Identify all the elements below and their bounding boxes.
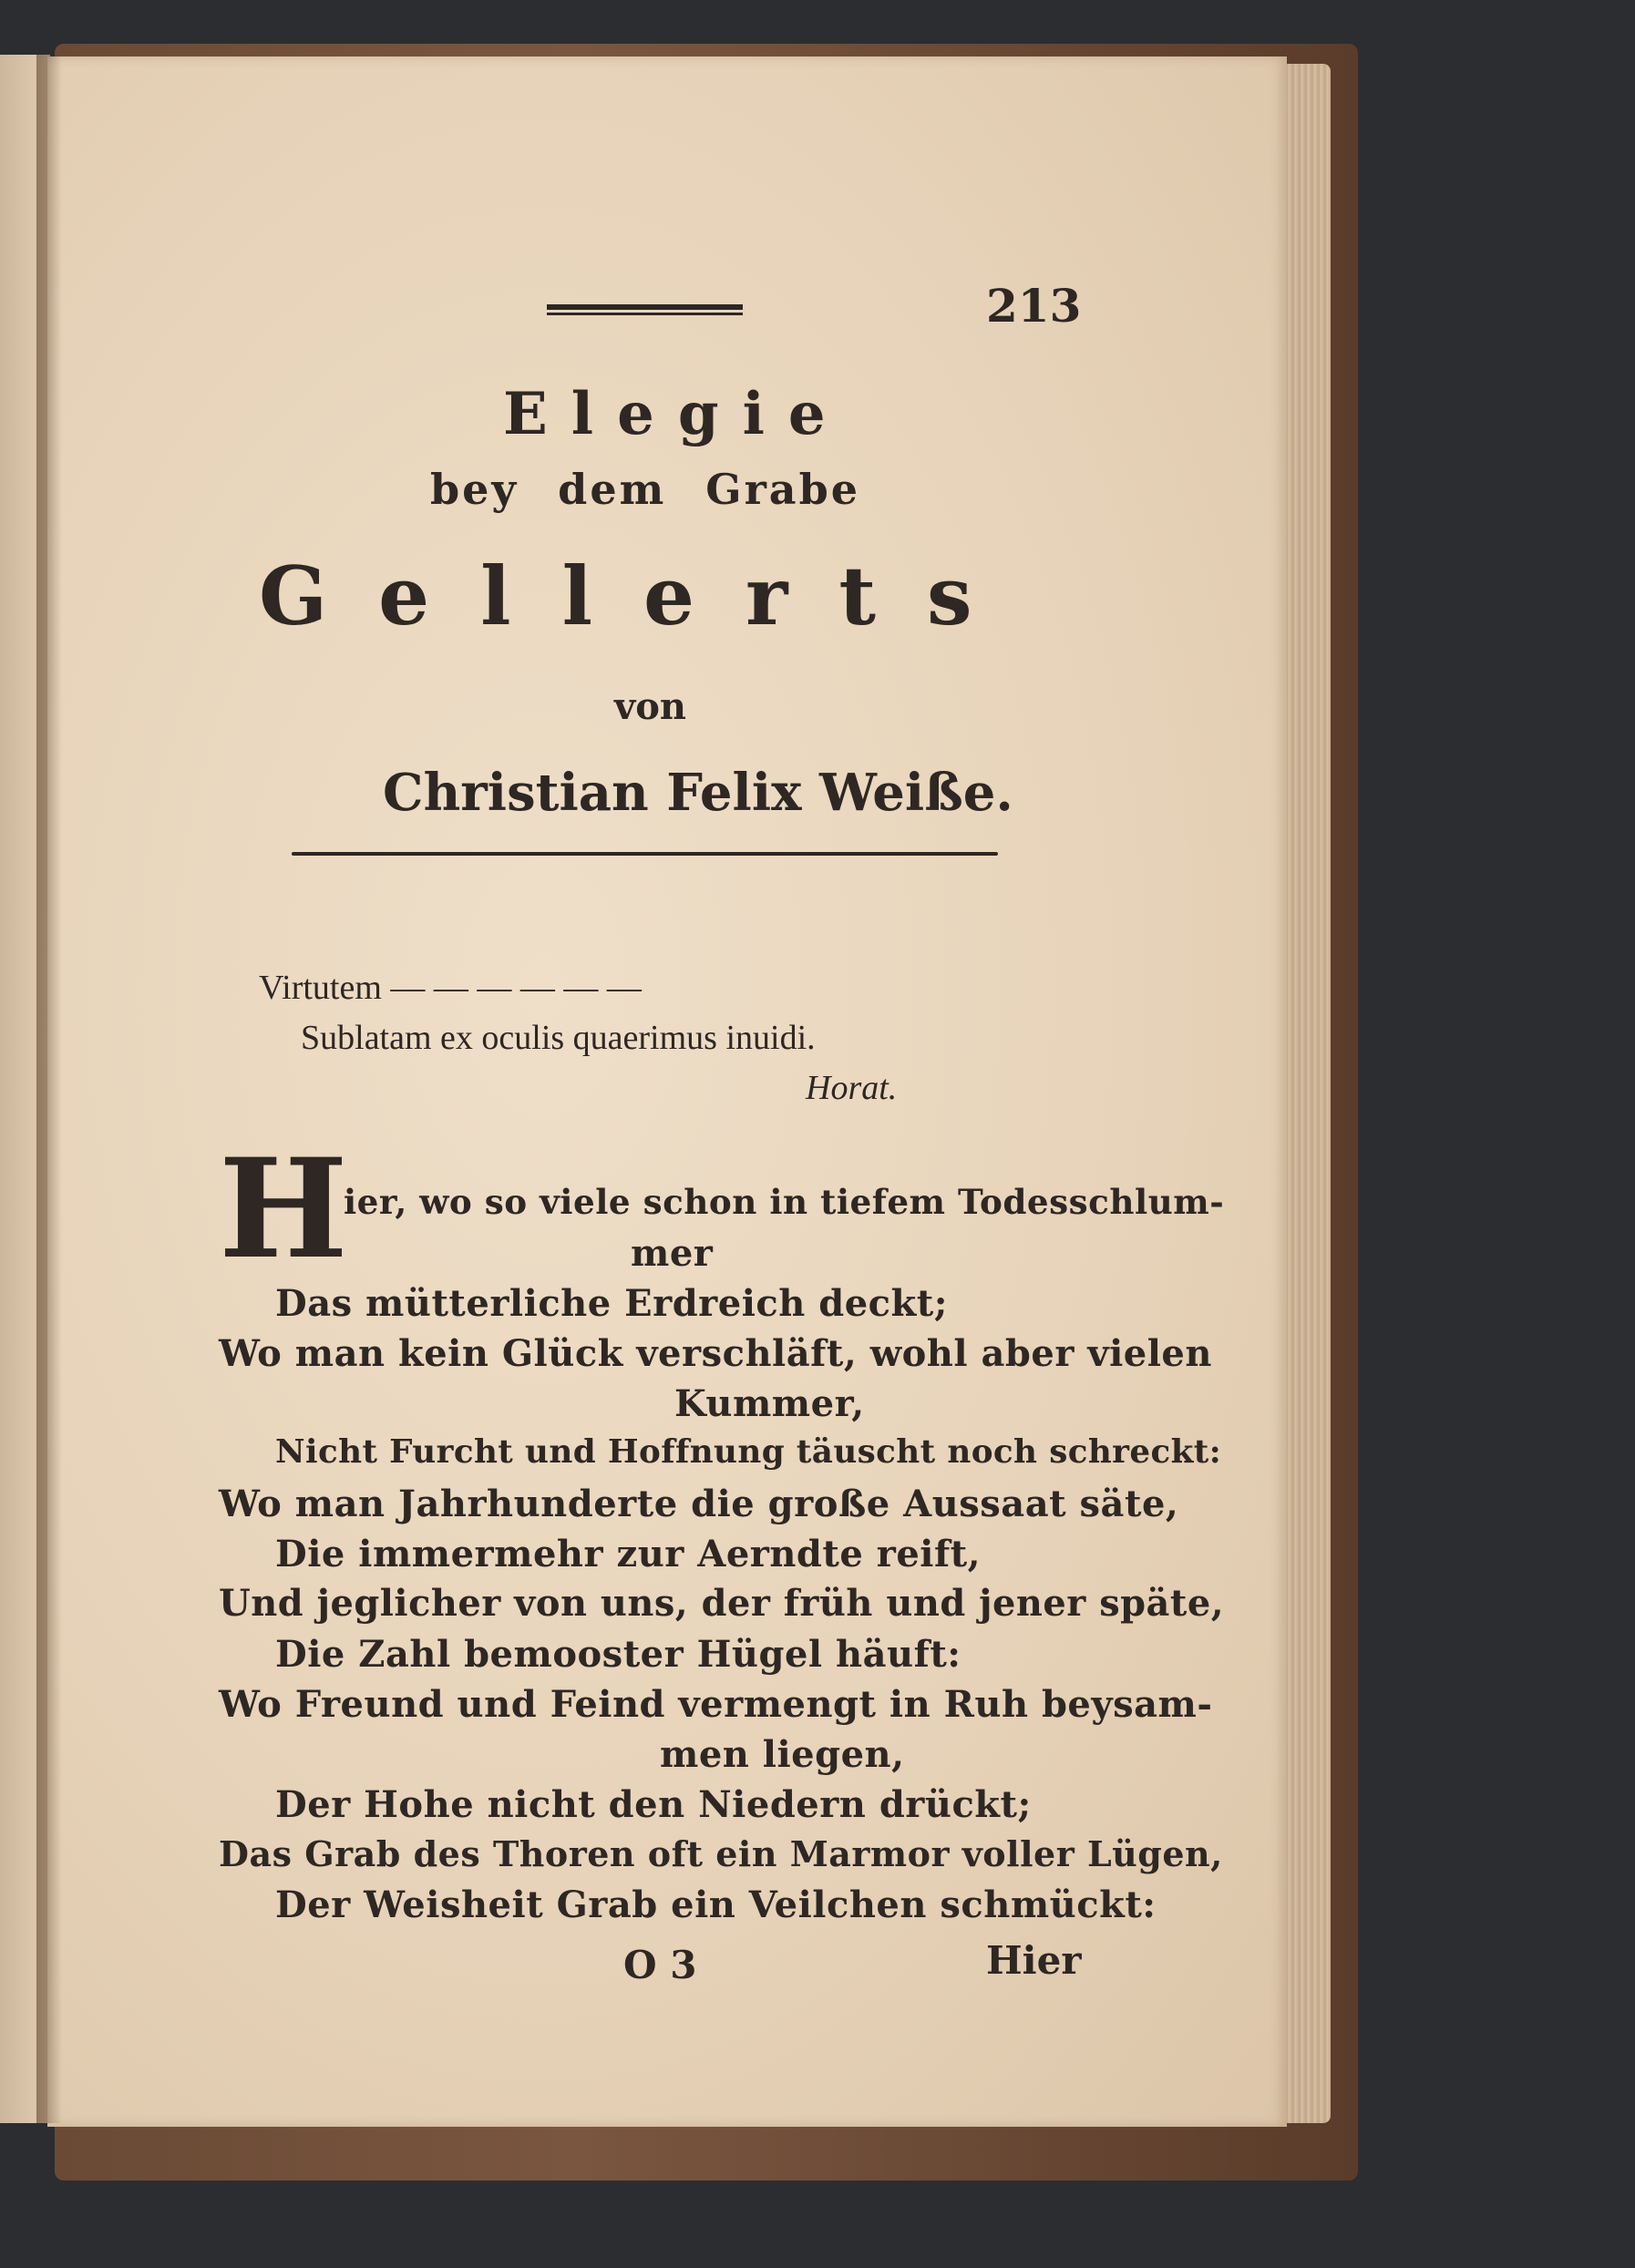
verse-line: Wo Freund und Feind vermengt in Ruh beysam- bbox=[219, 1683, 1213, 1726]
title-author: Christian Felix Weiße. bbox=[383, 763, 1013, 823]
title-elegie: Elegie bbox=[503, 380, 849, 448]
verse-line: Kummer, bbox=[674, 1382, 865, 1425]
verse-line: Die immermehr zur Aerndte reift, bbox=[275, 1533, 982, 1575]
motto-line-2: Sublatam ex oculis quaerimus inuidi. bbox=[301, 1019, 816, 1057]
verse-line: ier, wo so viele schon in tiefem Todesschlum- bbox=[344, 1182, 1225, 1222]
page-number: 213 bbox=[986, 279, 1082, 333]
catchword: Hier bbox=[986, 1938, 1082, 1983]
verse-line: Das mütterliche Erdreich deckt; bbox=[275, 1282, 948, 1325]
title-divider-rule bbox=[292, 852, 998, 856]
verse-line: mer bbox=[631, 1232, 714, 1275]
verse-line: Die Zahl bemooster Hügel häuft: bbox=[275, 1633, 961, 1676]
title-gellerts: Gellerts bbox=[259, 549, 1023, 643]
book-page bbox=[47, 56, 1287, 2127]
verse-line: Der Weisheit Grab ein Veilchen schmückt: bbox=[275, 1883, 1157, 1926]
verse-line: men liegen, bbox=[660, 1733, 905, 1776]
title-bey-dem-grabe: bey dem Grabe bbox=[430, 465, 861, 514]
verse-line: Wo man Jahrhunderte die große Aussaat säte, bbox=[219, 1483, 1179, 1525]
verse-line: Das Grab des Thoren oft ein Marmor voller Lügen, bbox=[219, 1833, 1223, 1874]
verse-line: Der Hohe nicht den Niedern drückt; bbox=[275, 1783, 1032, 1826]
title-von: von bbox=[614, 685, 687, 728]
verse-line: Und jeglicher von uns, der früh und jener späte, bbox=[219, 1583, 1225, 1625]
header-rule bbox=[547, 304, 743, 315]
motto-line-1: Virtutem — — — — — — bbox=[259, 969, 642, 1007]
spine-shadow bbox=[36, 55, 62, 2123]
signature-mark: O 3 bbox=[623, 1943, 697, 1987]
verse-line: Wo man kein Glück verschläft, wohl aber vielen bbox=[219, 1332, 1212, 1375]
drop-cap: H bbox=[219, 1129, 348, 1289]
verse-line: Nicht Furcht und Hoffnung täuscht noch schreckt: bbox=[275, 1432, 1222, 1471]
motto-source: Horat. bbox=[806, 1069, 898, 1107]
